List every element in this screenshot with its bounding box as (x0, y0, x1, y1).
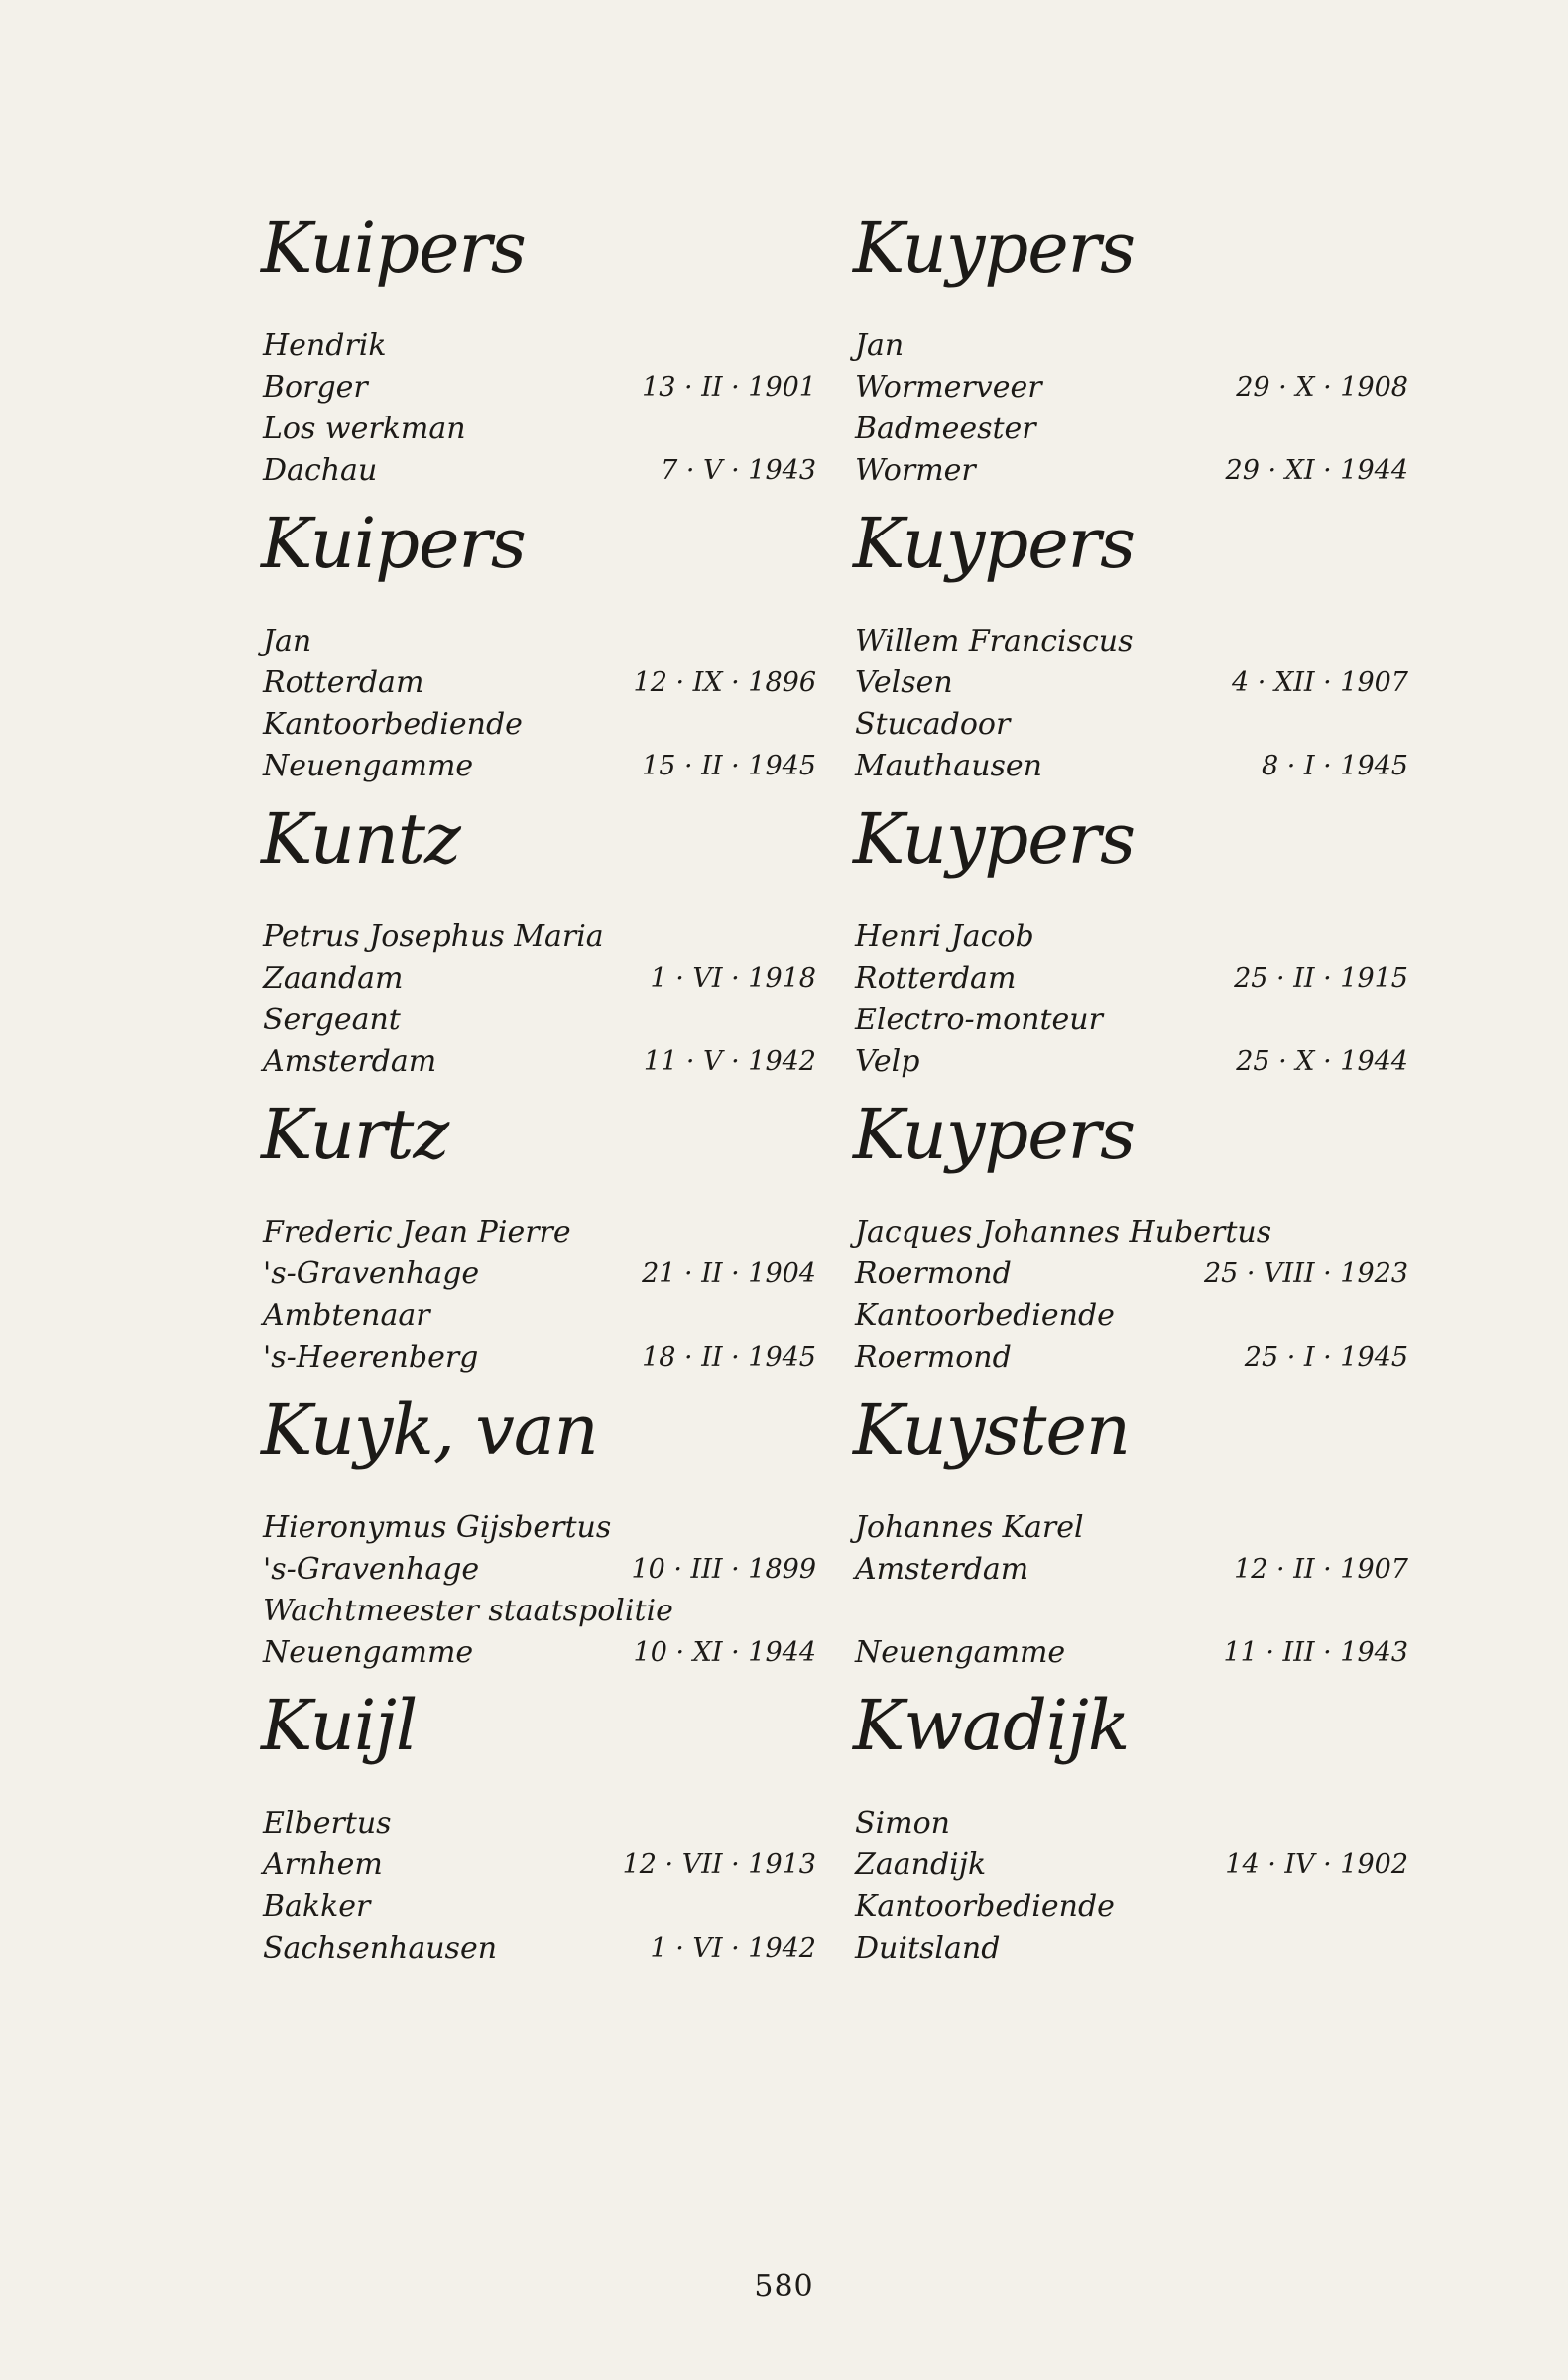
occupation: Kantoorbediende (263, 707, 523, 742)
surname: Kuipers (261, 207, 526, 289)
birthplace: 's-Gravenhage (263, 1256, 480, 1291)
occupation: Los werkman (263, 412, 466, 446)
death-place: Duitsland (855, 1931, 1001, 1965)
death-place: Neuengamme (263, 1635, 474, 1670)
death-date: 11 · V · 1942 (643, 1046, 816, 1077)
birthplace: Wormerveer (855, 370, 1042, 405)
death-place: 's-Heerenberg (263, 1340, 479, 1374)
birth-date: 12 · IX · 1896 (633, 667, 816, 698)
death-place: Amsterdam (263, 1044, 437, 1079)
birth-date: 13 · II · 1901 (642, 372, 816, 403)
death-place: Sachsenhausen (263, 1931, 498, 1965)
death-date: 25 · I · 1945 (1244, 1342, 1408, 1372)
birthplace: Amsterdam (855, 1552, 1029, 1587)
death-date: 18 · II · 1945 (642, 1342, 816, 1372)
birth-date: 25 · II · 1915 (1234, 963, 1408, 994)
given-names: Simon (855, 1806, 950, 1841)
birth-date: 1 · VI · 1918 (650, 963, 816, 994)
death-date: 25 · X · 1944 (1236, 1046, 1408, 1077)
death-place: Velp (855, 1044, 920, 1079)
given-names: Hieronymus Gijsbertus (263, 1510, 612, 1545)
given-names: Johannes Karel (855, 1510, 1084, 1545)
death-place: Wormer (855, 453, 976, 488)
death-place: Neuengamme (855, 1635, 1066, 1670)
given-names: Henri Jacob (855, 919, 1034, 954)
birth-date: 21 · II · 1904 (642, 1258, 816, 1289)
birthplace: Borger (263, 370, 368, 405)
page-number: 580 (754, 2269, 814, 2304)
birth-date: 12 · II · 1907 (1234, 1554, 1408, 1585)
death-date: 10 · XI · 1944 (633, 1637, 816, 1668)
given-names: Petrus Josephus Maria (263, 919, 604, 954)
death-date: 1 · VI · 1942 (650, 1933, 816, 1964)
birthplace: Rotterdam (263, 665, 424, 700)
occupation: Kantoorbediende (855, 1889, 1115, 1924)
occupation: Electro-monteur (855, 1003, 1103, 1037)
death-place: Mauthausen (855, 749, 1042, 783)
surname: Kwadijk (853, 1685, 1130, 1766)
given-names: Willem Franciscus (855, 624, 1134, 658)
surname: Kurtz (261, 1094, 449, 1175)
birth-date: 25 · VIII · 1923 (1203, 1258, 1408, 1289)
death-date: 11 · III · 1943 (1223, 1637, 1408, 1668)
death-date: 29 · XI · 1944 (1225, 455, 1408, 486)
given-names: Jan (855, 328, 905, 363)
birth-date: 4 · XII · 1907 (1232, 667, 1408, 698)
surname: Kuyk, van (261, 1389, 598, 1471)
occupation: Wachtmeester staatspolitie (263, 1594, 673, 1628)
surname: Kuypers (853, 503, 1136, 584)
occupation: Kantoorbediende (855, 1298, 1115, 1333)
birthplace: Roermond (855, 1256, 1012, 1291)
given-names: Jan (263, 624, 312, 658)
occupation: Stucadoor (855, 707, 1011, 742)
occupation: Sergeant (263, 1003, 401, 1037)
birthplace: 's-Gravenhage (263, 1552, 480, 1587)
birth-date: 29 · X · 1908 (1236, 372, 1408, 403)
surname: Kuijl (261, 1685, 418, 1766)
birthplace: Zaandijk (855, 1847, 987, 1882)
surname: Kuypers (853, 207, 1136, 289)
death-date: 15 · II · 1945 (642, 751, 816, 781)
birthplace: Arnhem (263, 1847, 383, 1882)
birthplace: Zaandam (263, 961, 404, 996)
birthplace: Rotterdam (855, 961, 1017, 996)
given-names: Hendrik (263, 328, 387, 363)
surname: Kuntz (261, 798, 460, 880)
occupation: Ambtenaar (263, 1298, 430, 1333)
surname: Kuypers (853, 1094, 1136, 1175)
occupation: Badmeester (855, 412, 1036, 446)
given-names: Jacques Johannes Hubertus (855, 1215, 1272, 1250)
surname: Kuysten (853, 1389, 1130, 1471)
death-date: 8 · I · 1945 (1261, 751, 1408, 781)
given-names: Frederic Jean Pierre (263, 1215, 571, 1250)
death-place: Roermond (855, 1340, 1012, 1374)
death-place: Dachau (263, 453, 378, 488)
surname: Kuipers (261, 503, 526, 584)
birth-date: 14 · IV · 1902 (1225, 1849, 1408, 1880)
birthplace: Velsen (855, 665, 953, 700)
surname: Kuypers (853, 798, 1136, 880)
birth-date: 10 · III · 1899 (631, 1554, 816, 1585)
given-names: Elbertus (263, 1806, 392, 1841)
occupation: Bakker (263, 1889, 371, 1924)
death-place: Neuengamme (263, 749, 474, 783)
death-date: 7 · V · 1943 (661, 455, 816, 486)
birth-date: 12 · VII · 1913 (622, 1849, 816, 1880)
